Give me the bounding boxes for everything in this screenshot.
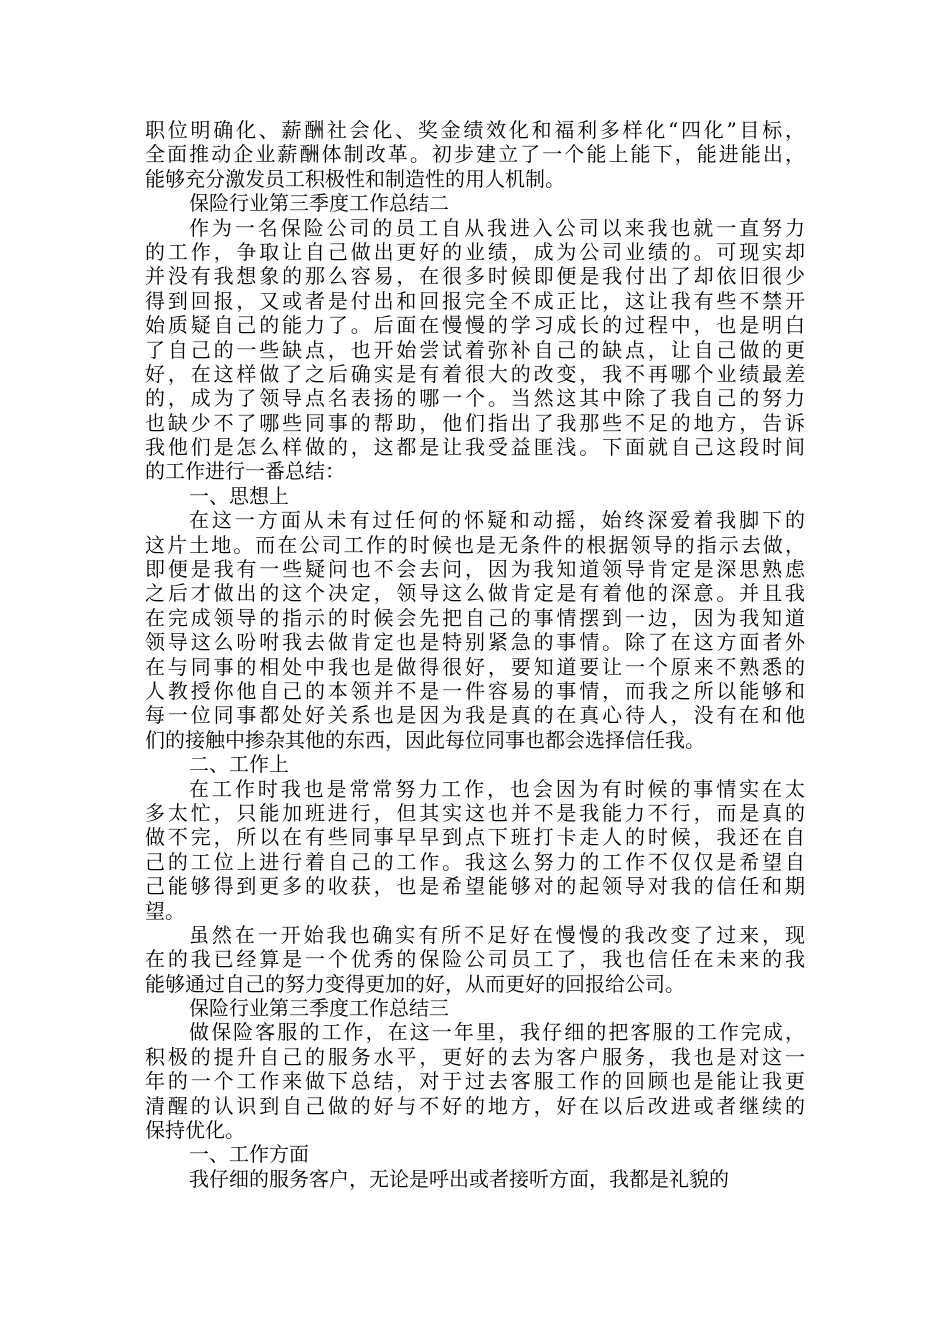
- text-line: 一、思想上: [189, 483, 289, 508]
- text-line: 二、工作上: [189, 752, 289, 777]
- text-line: 多太忙，只能加班进行，但其实这也并不是我能力不行，而是真的: [145, 800, 805, 825]
- text-line: 了自己的一些缺点，也开始尝试着弥补自己的缺点，让自己做的更: [145, 337, 805, 362]
- text-line: 在的我已经算是一个优秀的保险公司员工了，我也信任在未来的我: [145, 947, 805, 972]
- section-heading: [145, 996, 805, 1020]
- text-line: 己能够得到更多的收获，也是希望能够对的起领导对我的信任和期: [145, 874, 805, 899]
- section-heading: [145, 191, 805, 215]
- text-line: 保持优化。: [145, 1118, 245, 1143]
- text-line: 的工作进行一番总结：: [145, 459, 345, 484]
- text-line: 保险行业第三季度工作总结三: [189, 996, 449, 1021]
- text-line: 的，成为了领导点名表扬的哪一个。当然这其中除了我自己的努力: [145, 386, 805, 411]
- text-line: 领导这么吩咐我去做肯定也是特别紧急的事情。除了在这方面者外: [145, 630, 805, 655]
- text-line: 的工作，争取让自己做出更好的业绩，成为公司业绩的。可现实却: [145, 239, 805, 264]
- text-line: 做保险客服的工作，在这一年里，我仔细的把客服的工作完成，: [189, 1020, 805, 1045]
- text-line: 在与同事的相处中我也是做得很好，要知道要让一个原来不熟悉的: [145, 654, 805, 679]
- paragraph: [145, 777, 805, 923]
- text-line: 年的一个工作来做下总结，对于过去客服工作的回顾也是能让我更: [145, 1069, 805, 1094]
- text-line: 之后才做出的这个决定，领导这么做肯定是有着他的深意。并且我: [145, 581, 805, 606]
- document-body: [145, 118, 805, 1191]
- text-line: 作为一名保险公司的员工自从我进入公司以来我也就一直努力: [189, 215, 805, 240]
- text-line: 好，在这样做了之后确实是有着很大的改变，我不再哪个业绩最差: [145, 361, 805, 386]
- text-line: 己的工位上进行着自己的工作。我这么努力的工作不仅仅是希望自: [145, 849, 805, 874]
- text-line: 也缺少不了哪些同事的帮助，他们指出了我那些不足的地方，告诉: [145, 410, 805, 435]
- paragraph: [145, 508, 805, 752]
- text-line: 在这一方面从未有过任何的怀疑和动摇，始终深爱着我脚下的: [189, 508, 805, 533]
- text-line: 保险行业第三季度工作总结二: [189, 191, 449, 216]
- text-line: 在工作时我也是常常努力工作，也会因为有时候的事情实在太: [189, 776, 805, 801]
- text-line: 这片土地。而在公司工作的时候也是无条件的根据领导的指示去做，: [145, 532, 805, 557]
- text-line: 清醒的认识到自己做的好与不好的地方，好在以后改进或者继续的: [145, 1093, 805, 1118]
- text-line: 并没有我想象的那么容易，在很多时候即便是我付出了却依旧很少: [145, 264, 805, 289]
- text-line: 每一位同事都处好关系也是因为我是真的在真心待人，没有在和他: [145, 703, 805, 728]
- text-line: 始质疑自己的能力了。后面在慢慢的学习成长的过程中，也是明白: [145, 313, 805, 338]
- paragraph: [145, 923, 805, 996]
- section-heading: [145, 1142, 805, 1166]
- text-line: 积极的提升自己的服务水平，更好的去为客户服务，我也是对这一: [145, 1044, 805, 1069]
- text-line: 虽然在一开始我也确实有所不足好在慢慢的我改变了过来，现: [189, 922, 805, 947]
- paragraph: [145, 1167, 805, 1191]
- text-line: 们的接触中掺杂其他的东西，因此每位同事也都会选择信任我。: [145, 727, 705, 752]
- text-line: 一、工作方面: [189, 1142, 309, 1167]
- text-line: 做不完，所以在有些同事早早到点下班打卡走人的时候，我还在自: [145, 825, 805, 850]
- section-heading: [145, 752, 805, 776]
- paragraph: [145, 1020, 805, 1142]
- text-line: 能够充分激发员工积极性和制造性的用人机制。: [145, 166, 565, 191]
- text-line: 职位明确化、薪酬社会化、奖金绩效化和福利多样化“四化”目标，: [145, 118, 805, 142]
- text-line: 人教授你他自己的本领并不是一件容易的事情，而我之所以能够和: [145, 678, 805, 703]
- text-line: 望。: [145, 898, 185, 923]
- text-line: 能够通过自己的努力变得更加的好，从而更好的回报给公司。: [145, 971, 685, 996]
- section-heading: [145, 484, 805, 508]
- paragraph: [145, 118, 805, 191]
- paragraph: [145, 216, 805, 484]
- text-line: 在完成领导的指示的时候会先把自己的事情摆到一边，因为我知道: [145, 605, 805, 630]
- text-line: 我仔细的服务客户，无论是呼出或者接听方面，我都是礼貌的: [189, 1166, 729, 1191]
- text-line: 全面推动企业薪酬体制改革。初步建立了一个能上能下，能进能出，: [145, 142, 805, 167]
- text-line: 我他们是怎么样做的，这都是让我受益匪浅。下面就自己这段时间: [145, 435, 805, 460]
- text-line: 得到回报，又或者是付出和回报完全不成正比，这让我有些不禁开: [145, 288, 805, 313]
- text-line: 即便是我有一些疑问也不会去问，因为我知道领导肯定是深思熟虑: [145, 557, 805, 582]
